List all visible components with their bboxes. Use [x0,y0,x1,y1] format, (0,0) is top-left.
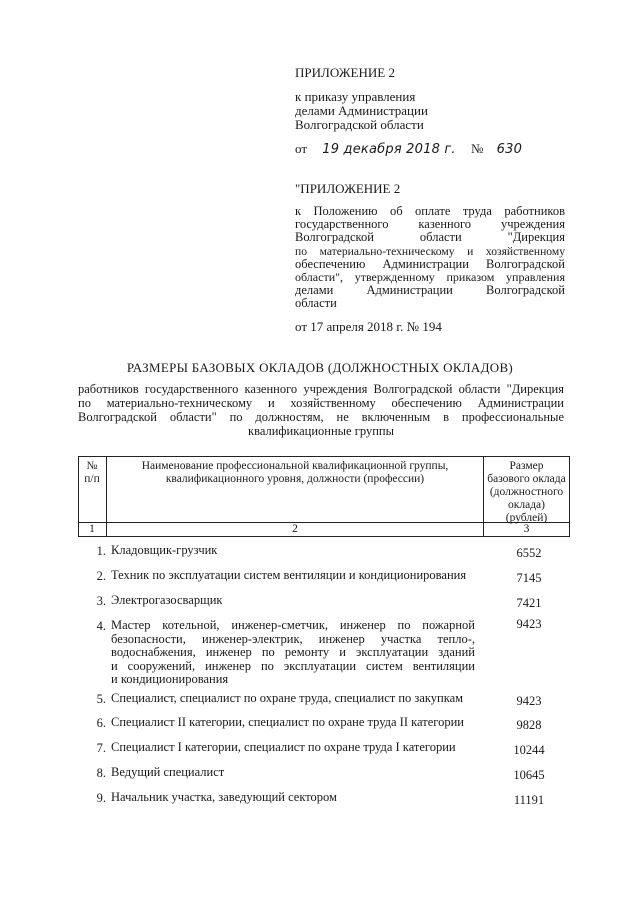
row-salary-value: 11191 [513,793,545,807]
row-salary-value: 10645 [513,768,545,782]
appendix-header-title: ПРИЛОЖЕНИЕ 2 [295,65,395,80]
row-position-name: Электрогазосварщик [111,593,223,607]
row-position-name-line: и сооружений, инженер по эксплуатации систем вентиляции [111,658,475,673]
header-line-1: к приказу управления [295,89,416,104]
row-number: 4. [96,619,106,633]
col-name-header-line-1: Наименование профессиональной квалификационной группы, [141,460,449,472]
row-position-name [111,619,475,687]
row-number: 1. [96,544,106,558]
order-line [295,142,522,157]
document-subtitle [78,382,564,438]
row-position-name-line: водоснабжения, инженер по ремонту и эксплуатации зданий [111,645,475,659]
row-salary-value: 7421 [516,596,542,610]
appendix-line-6: области", утвержденному приказом управления [295,270,565,285]
row-position-name-line: безопасности, инженер-электрик, инженер участка тепло-, [111,631,475,646]
row-position-name-line: и кондиционирования [111,672,229,686]
row-position-name: Начальник участка, заведующий сектором [111,790,337,804]
row-position-name-line: Мастер котельной, инженер-сметчик, инженер по пожарной [111,618,475,632]
row-salary-value: 9828 [516,718,542,732]
row-position-name: Специалист, специалист по охране труда, специалист по закупкам [111,691,464,705]
appendix-date-line: от 17 апреля 2018 г. № 194 [295,319,442,334]
row-position-name: Специалист I категории, специалист по охране труда I категории [111,740,456,754]
table-right-border [569,456,570,537]
row-salary-value: 7145 [516,571,542,585]
appendix-line-4: по материально-техническому и хозяйственному [295,244,565,258]
col-number-header-line-2: п/п [84,473,100,485]
row-number: 5. [96,692,106,706]
row-number: 3. [96,594,106,608]
header-line-2: делами Администрации [295,103,428,118]
appendix-line-8: области [295,296,337,311]
row-position-name: Специалист II категории, специалист по охране труда II категории [111,715,464,729]
col-number-header-line-1: № [86,460,98,472]
subtitle-line-2: по материально-техническому и хозяйственному обеспечению Администрации [78,396,564,410]
row-position-name: Техник по эксплуатации систем вентиляции и кондиционирования [111,568,467,582]
index-cell-3: 3 [523,523,530,535]
row-salary-value: 9423 [516,617,542,631]
col-salary-header [484,460,569,525]
appendix-reference [295,205,565,311]
appendix-line-3: Волгоградской области "Дирекция [295,230,565,245]
row-salary-value: 10244 [513,743,545,757]
col-salary-header-line-1: Размер [509,460,544,472]
col-number-header [78,460,106,486]
row-number: 6. [96,716,106,730]
appendix-line-2: государственного казенного учреждения [295,217,565,232]
row-salary-value: 6552 [516,546,542,560]
col-name-header-line-2: квалификационного уровня, должности (профессии) [165,473,425,485]
col-salary-header-line-2: базового оклада [487,473,566,485]
col-salary-header-line-4: оклада) [508,499,545,511]
row-number: 8. [96,766,106,780]
row-number: 9. [96,791,106,805]
order-number: 630 [496,142,523,157]
col-name-header [107,460,483,486]
index-cell-2: 2 [292,523,298,535]
table-index-row-bottom-border [78,536,569,537]
row-position-name: Кладовщик-грузчик [111,543,218,557]
appendix-line-7: делами Администрации Волгоградской [295,283,565,298]
appendix-line-5: обеспечению Администрации Волгоградской [295,256,565,271]
row-number: 2. [96,569,106,583]
row-position-name: Ведущий специалист [111,765,225,779]
appendix-title: "ПРИЛОЖЕНИЕ 2 [295,181,401,196]
row-number: 7. [96,741,106,755]
row-salary-value: 9423 [516,694,542,708]
appendix-line-1: к Положению об оплате труда работников [295,204,565,218]
col-salary-header-line-3: (должностного [489,486,564,498]
table-top-border [78,456,569,457]
order-date: 19 декабря 2018 г. [322,142,456,157]
order-number-sign: № [471,141,484,156]
subtitle-line-4: квалификационные группы [248,424,394,438]
document-title: РАЗМЕРЫ БАЗОВЫХ ОКЛАДОВ (ДОЛЖНОСТНЫХ ОКЛАДОВ) [126,360,514,375]
order-prefix: от [295,141,308,156]
index-cell-1: 1 [89,523,95,535]
header-line-3: Волгоградской области [295,117,424,132]
subtitle-line-1: работников государственного казенного учреждения Волгоградской области "Дирекция [78,382,564,396]
subtitle-line-3: Волгоградской области" по должностям, не включенным в профессиональные [78,410,564,424]
col-salary-header-line-5: (рублей) [505,512,548,524]
